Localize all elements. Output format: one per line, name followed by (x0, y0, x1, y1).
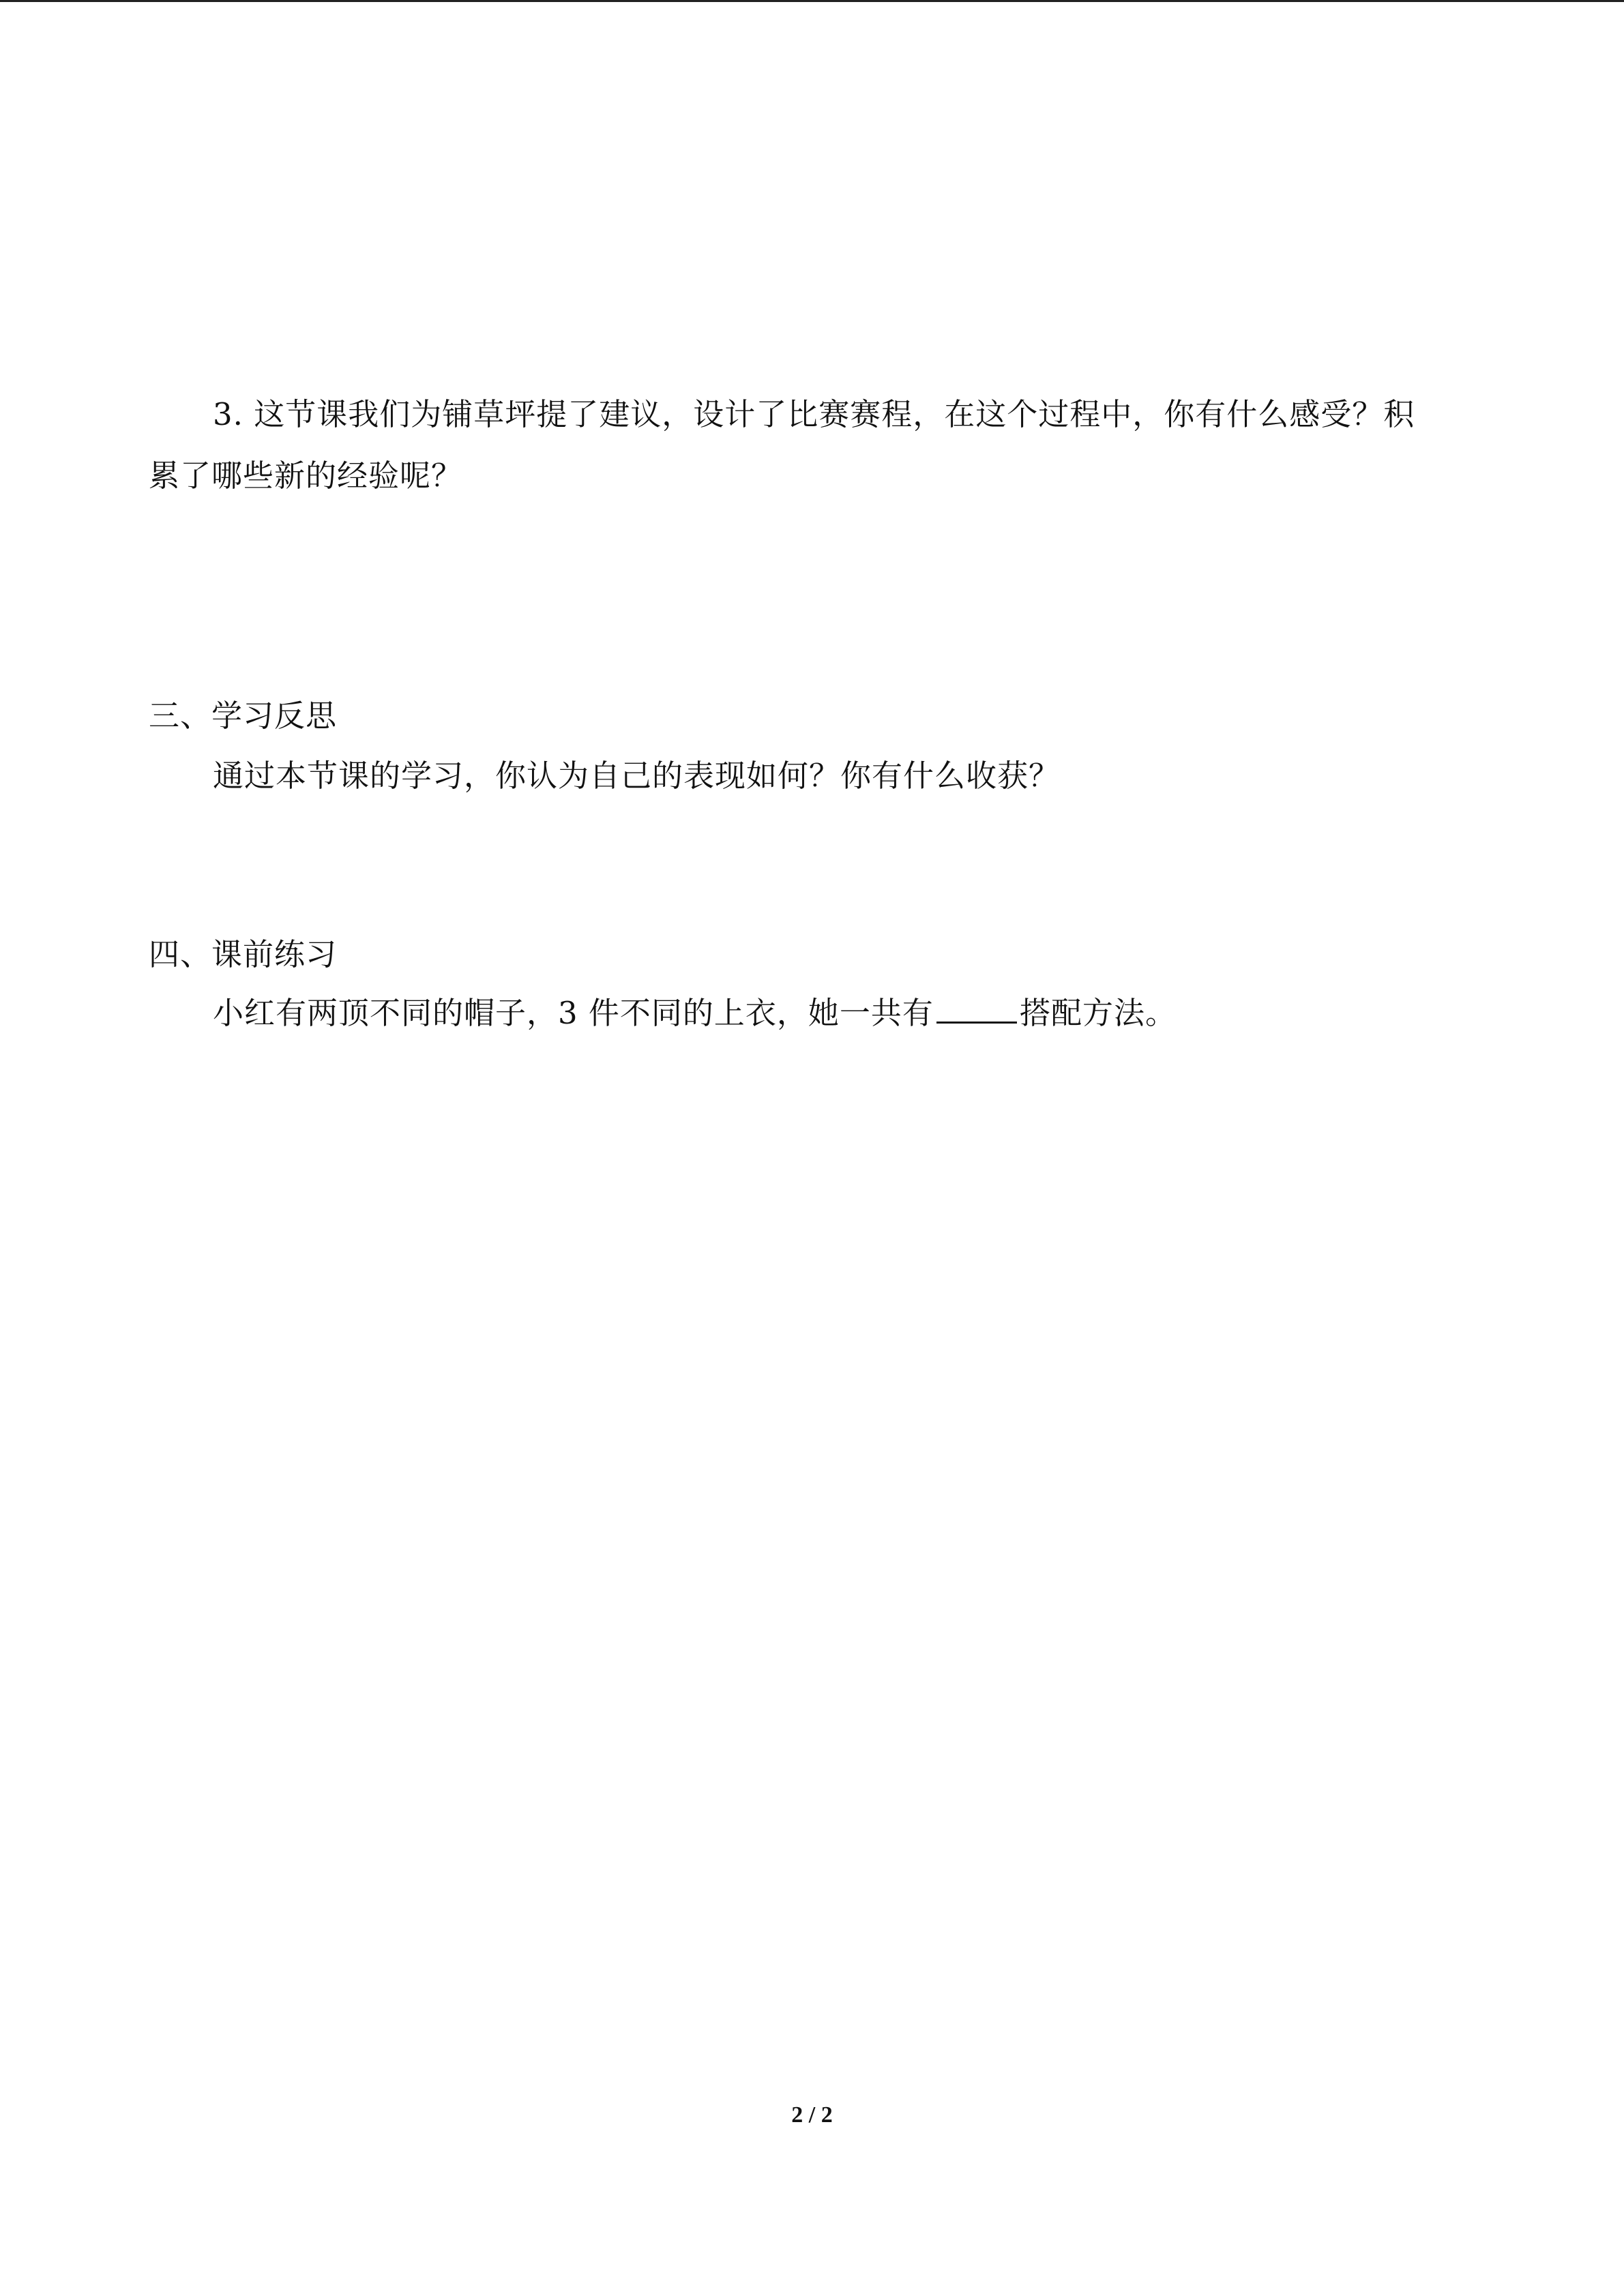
section-4-question (213, 993, 1177, 1034)
question-3-line-1: 3. 这节课我们为铺草坪提了建议，设计了比赛赛程，在这个过程中，你有什么感受？积 (213, 396, 1415, 432)
section-4-text-after: 搭配方法。 (1019, 995, 1177, 1031)
section-4-heading: 四、课前练习 (149, 936, 338, 972)
answer-blank[interactable] (936, 993, 1017, 1024)
section-3-heading: 三、学习反思 (149, 698, 338, 734)
section-4-text-before: 小红有两顶不同的帽子，3 件不同的上衣，她一共有 (213, 995, 934, 1031)
question-3-line-2: 累了哪些新的经验呢？ (149, 458, 463, 494)
page-number: 2 / 2 (791, 2102, 833, 2128)
section-3-text: 通过本节课的学习，你认为自己的表现如何？你有什么收获？ (213, 758, 1061, 794)
